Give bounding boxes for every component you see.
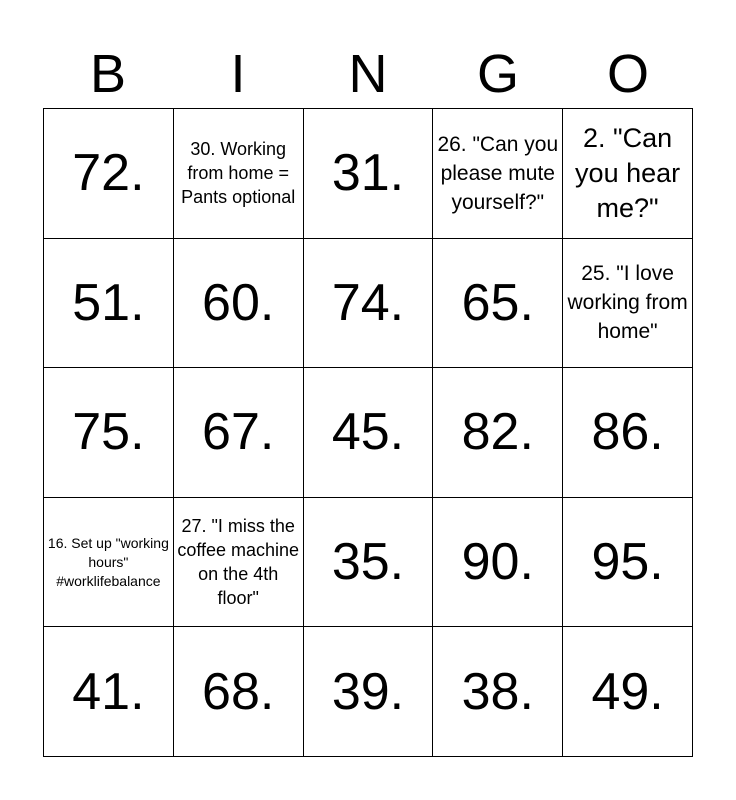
- bingo-cell-r4-c3[interactable]: [304, 498, 434, 628]
- bingo-cell-r5-c1[interactable]: [44, 627, 174, 757]
- bingo-cell-text: 82.: [461, 403, 534, 462]
- bingo-cell-text: 25. "I love working from home": [567, 262, 688, 344]
- bingo-cell-text: 35.: [331, 533, 405, 592]
- bingo-cell-text: 95.: [591, 533, 664, 592]
- bingo-cell-r2-c4[interactable]: [433, 239, 563, 369]
- bingo-cell-text: 68.: [202, 662, 275, 721]
- bingo-cell-r3-c5[interactable]: [563, 368, 693, 498]
- bingo-cell-text: 60.: [202, 273, 275, 332]
- bingo-cell-r5-c3[interactable]: [304, 627, 434, 757]
- bingo-cell-r5-c5[interactable]: [563, 627, 693, 757]
- bingo-cell-r1-c2[interactable]: [174, 109, 304, 239]
- header-letter-i: I: [230, 44, 246, 104]
- bingo-cell-r2-c2[interactable]: [174, 239, 304, 369]
- bingo-cell-r1-c1[interactable]: [44, 109, 174, 239]
- bingo-cell-text: 31.: [331, 144, 405, 203]
- bingo-cell-text: 74.: [331, 273, 405, 332]
- header-letter-n: N: [348, 44, 388, 104]
- header-letter-b: B: [89, 44, 127, 104]
- bingo-cell-r4-c1[interactable]: [44, 498, 174, 628]
- bingo-cell-r4-c2[interactable]: [174, 498, 304, 628]
- bingo-cell-text: 27. "I miss the coffee machine on the 4th floor": [177, 516, 300, 609]
- bingo-cell-text: 41.: [72, 662, 145, 721]
- bingo-cell-text: 26. "Can you please mute yourself?": [437, 132, 559, 214]
- bingo-board: [43, 108, 693, 757]
- bingo-cell-r1-c5[interactable]: [563, 109, 693, 239]
- bingo-cell-text: 90.: [461, 533, 534, 592]
- bingo-cell-r2-c5[interactable]: [563, 239, 693, 369]
- bingo-cell-r3-c4[interactable]: [433, 368, 563, 498]
- bingo-cell-text: 30. Working from home = Pants optional: [181, 139, 296, 208]
- bingo-cell-text: 49.: [591, 662, 664, 721]
- bingo-cell-r2-c3[interactable]: [304, 239, 434, 369]
- bingo-cell-text: 86.: [591, 403, 664, 462]
- header-letter-g: G: [476, 44, 519, 104]
- bingo-cell-r1-c3[interactable]: [304, 109, 434, 239]
- bingo-header: [43, 40, 693, 108]
- bingo-cell-text: 39.: [331, 662, 405, 721]
- bingo-cell-r3-c3[interactable]: [304, 368, 434, 498]
- bingo-cell-r3-c1[interactable]: [44, 368, 174, 498]
- header-letter-o: O: [606, 44, 649, 104]
- bingo-cell-r1-c4[interactable]: [433, 109, 563, 239]
- bingo-cell-text: 16. Set up "working hours" #worklifebalance: [47, 534, 169, 589]
- bingo-cell-r4-c4[interactable]: [433, 498, 563, 628]
- bingo-cell-r5-c4[interactable]: [433, 627, 563, 757]
- bingo-cell-text: 45.: [331, 403, 405, 462]
- bingo-cell-r2-c1[interactable]: [44, 239, 174, 369]
- bingo-cell-text: 67.: [202, 403, 275, 462]
- bingo-cell-text: 2. "Can you hear me?": [575, 122, 681, 223]
- bingo-cell-text: 75.: [72, 403, 145, 462]
- bingo-cell-text: 72.: [72, 144, 145, 203]
- bingo-cell-text: 65.: [461, 273, 534, 332]
- bingo-cell-r4-c5[interactable]: [563, 498, 693, 628]
- bingo-cell-text: 38.: [461, 662, 534, 721]
- bingo-cell-r3-c2[interactable]: [174, 368, 304, 498]
- bingo-cell-r5-c2[interactable]: [174, 627, 304, 757]
- bingo-cell-text: 51.: [72, 273, 145, 332]
